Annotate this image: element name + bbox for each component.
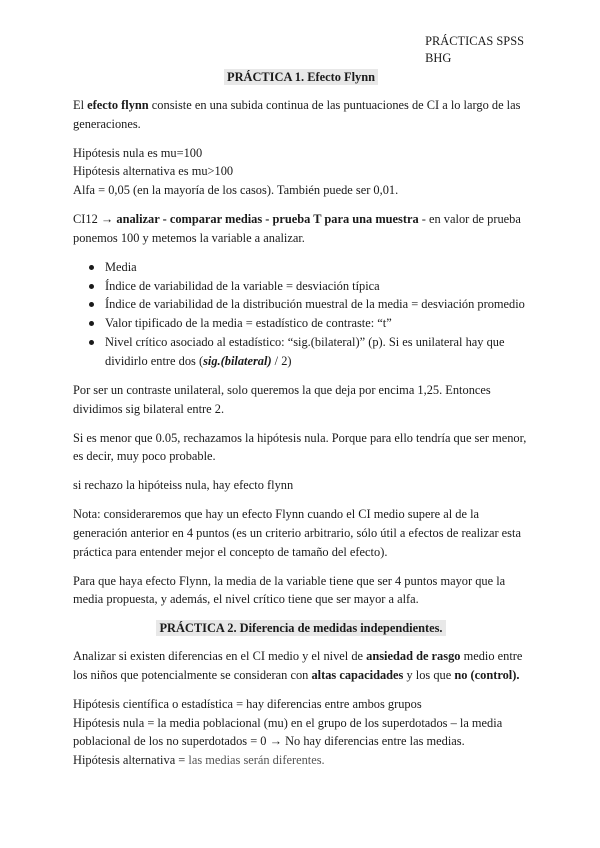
- practice2-title: PRÁCTICA 2. Diferencia de medidas independientes.: [73, 619, 529, 638]
- header-initials: BHG: [425, 50, 452, 65]
- list-item: Media: [105, 258, 529, 277]
- spss-menu-path: CI12 → analizar - comparar medias - prueba T para una muestra - en valor de prueba ponemos 100 y metemos la variable a analizar.: [73, 212, 521, 245]
- reject-conclusion: si rechazo la hipóteiss nula, hay efecto flynn: [73, 478, 294, 493]
- scientific-hypothesis: Hipótesis científica o estadística = hay diferencias entre ambos grupos: [73, 696, 422, 711]
- practice1-title: PRÁCTICA 1. Efecto Flynn: [73, 68, 529, 87]
- header-course: PRÁCTICAS SPSS: [425, 34, 524, 48]
- flynn-note: Nota: consideraremos que hay un efecto Flynn cuando el CI medio supere al de la generación anterior en 4 puntos (es un criterio arbitrario, sólo útil a efectos de realizar esta práctica para entender mejor el concepto de tamaño del efecto).: [73, 507, 521, 559]
- flynn-condition: Para que haya efecto Flynn, la media de la variable tiene que ser 4 puntos mayor que la media propuesta, y además, el nivel crítico tiene que ser mayor a alfa.: [73, 573, 506, 607]
- flynn-intro: El efecto flynn consiste en una subida continua de las puntuaciones de CI a lo largo de las generaciones.: [73, 97, 521, 131]
- alt-hypothesis-2: Hipótesis alternativa = las medias serán diferentes.: [73, 753, 325, 768]
- page-header: [425, 33, 524, 66]
- alpha-level: Alfa = 0,05 (en la mayoría de los casos). También puede ser 0,01.: [73, 183, 399, 198]
- list-item: Índice de variabilidad de la distribución muestral de la media = desviación promedio: [105, 295, 529, 314]
- alt-hypothesis: Hipótesis alternativa es mu>100: [73, 164, 234, 179]
- null-hypothesis-2: Hipótesis nula = la media poblacional (mu) en el grupo de los superdotados – la media poblacional de los no superdotados = 0 → No hay diferencias entre las medias.: [73, 715, 503, 749]
- list-item: Índice de variabilidad de la variable = desviación típica: [105, 277, 529, 296]
- practice2-hypotheses: [73, 695, 529, 770]
- hypotheses-block: [73, 144, 529, 201]
- reject-rule: Si es menor que 0.05, rechazamos la hipótesis nula. Porque para ello tendría que ser menor, es decir, muy poco probable.: [73, 430, 527, 464]
- practice2-intro: Analizar si existen diferencias en el CI medio y el nivel de ansiedad de rasgo medio entre los niños que potencialmente se consideran con altas capacidades y los que no (control).: [73, 649, 523, 682]
- document-body: [73, 68, 529, 780]
- unilateral-note: Por ser un contraste unilateral, solo queremos la que deja por encima 1,25. Entonces dividimos sig bilateral entre 2.: [73, 382, 491, 416]
- null-hypothesis: Hipótesis nula es mu=100: [73, 145, 203, 160]
- output-list: [73, 258, 529, 371]
- list-item: Nivel crítico asociado al estadístico: “sig.(bilateral)” (p). Si es unilateral hay que dividirlo entre dos (sig.(bilateral) / 2): [105, 333, 529, 371]
- list-item: Valor tipificado de la media = estadístico de contraste: “t”: [105, 314, 529, 333]
